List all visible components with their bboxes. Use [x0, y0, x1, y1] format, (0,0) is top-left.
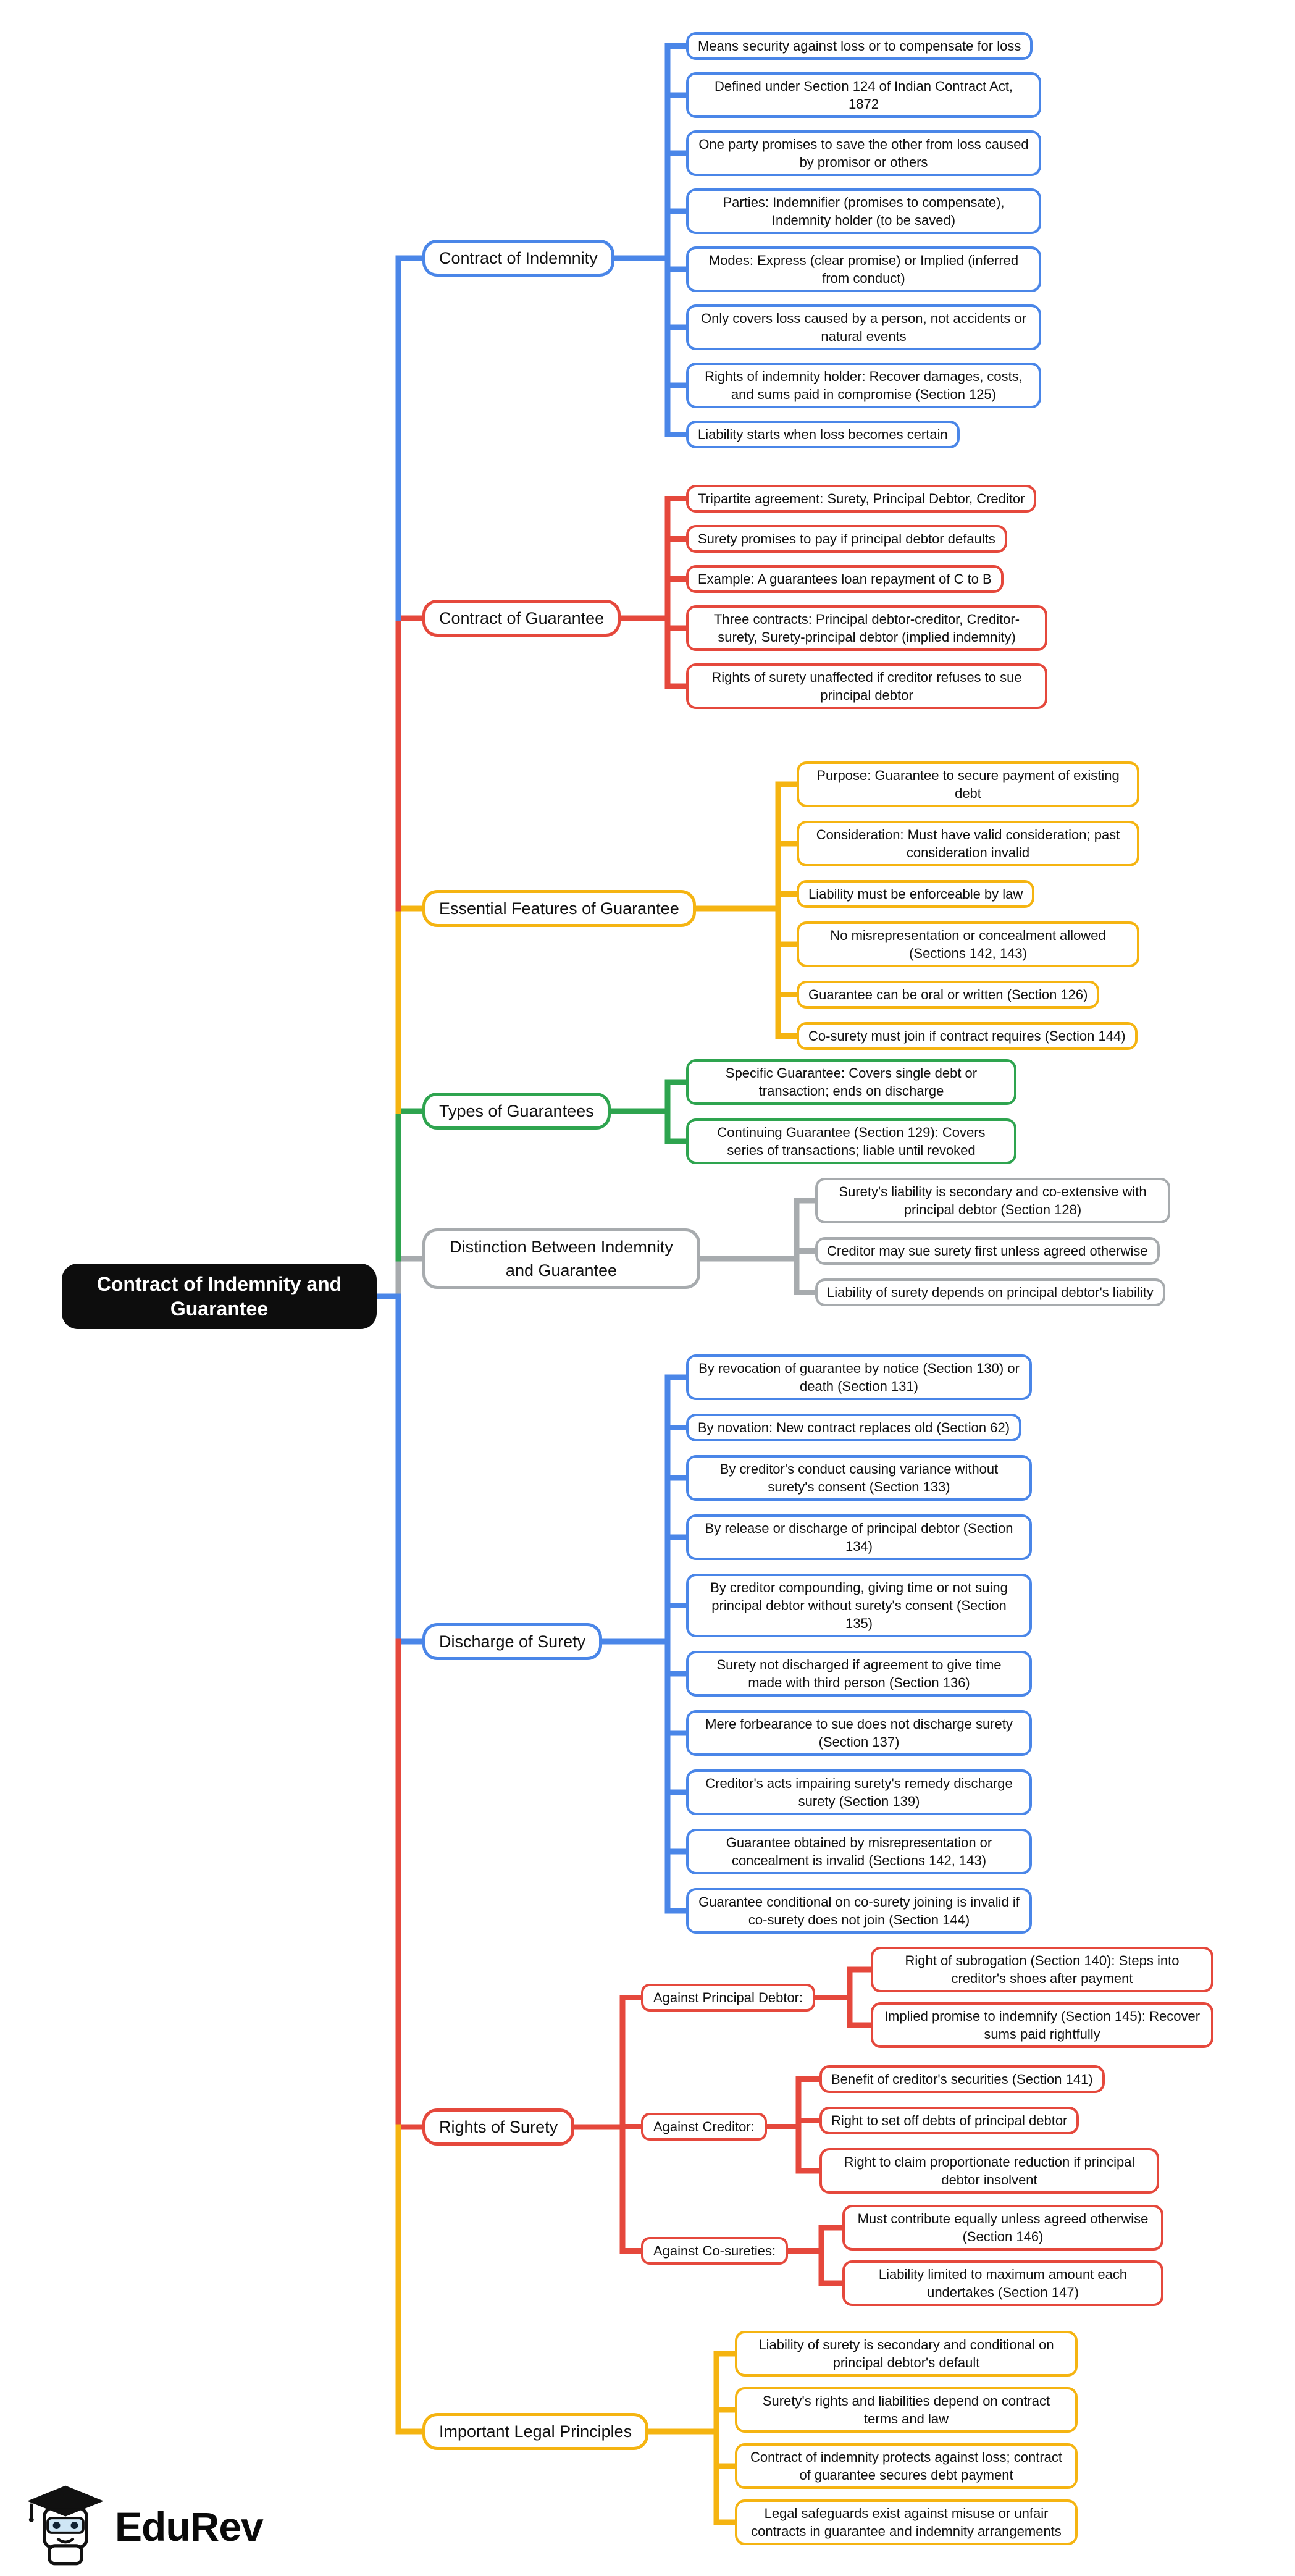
leaf-node: Rights of indemnity holder: Recover damages, costs, and sums paid in compromise (Section 125) [686, 363, 1041, 408]
branch-label-distinction: Distinction Between Indemnity and Guarantee [422, 1228, 700, 1289]
leaf-node: Contract of indemnity protects against loss; contract of guarantee secures debt payment [735, 2443, 1078, 2489]
leaf-column [815, 1178, 1170, 1306]
leaf-node: Legal safeguards exist against misuse or unfair contracts in guarantee and indemnity arrangements [735, 2499, 1078, 2545]
leaf-node: Benefit of creditor's securities (Section 141) [819, 2065, 1105, 2093]
leaf-node: Means security against loss or to compensate for loss [686, 32, 1033, 60]
group-label-against-principal-debtor: Against Principal Debtor: [641, 1984, 815, 2012]
leaf-column [871, 1947, 1213, 2048]
leaf-node: Right to set off debts of principal debtor [819, 2107, 1079, 2134]
edurev-logo [25, 2484, 263, 2569]
leaf-node: Liability starts when loss becomes certain [686, 421, 960, 448]
leaf-node: Example: A guarantees loan repayment of C to B [686, 565, 1004, 593]
branch-label-important-legal-principles: Important Legal Principles [422, 2413, 648, 2450]
leaf-node: By release or discharge of principal debtor (Section 134) [686, 1514, 1032, 1560]
edurev-mascot-icon [25, 2484, 106, 2569]
leaf-node: Surety's rights and liabilities depend on contract terms and law [735, 2387, 1078, 2433]
leaf-node: Tripartite agreement: Surety, Principal Debtor, Creditor [686, 485, 1036, 513]
leaf-column [842, 2205, 1163, 2306]
leaf-node: Three contracts: Principal debtor-creditor, Creditor-surety, Surety-principal debtor (implied indemnity) [686, 605, 1047, 651]
root-node: Contract of Indemnity and Guarantee [62, 1264, 377, 1329]
leaf-node: Right of subrogation (Section 140): Steps into creditor's shoes after payment [871, 1947, 1213, 1992]
leaf-node: Liability must be enforceable by law [797, 880, 1034, 908]
leaf-node: Liability of surety depends on principal debtor's liability [815, 1278, 1165, 1306]
leaf-node: By novation: New contract replaces old (Section 62) [686, 1414, 1021, 1441]
leaf-node: One party promises to save the other from loss caused by promisor or others [686, 130, 1041, 176]
leaf-node: Rights of surety unaffected if creditor refuses to sue principal debtor [686, 663, 1047, 709]
group-label-against-co-sureties: Against Co-sureties: [641, 2237, 788, 2265]
leaf-node: Modes: Express (clear promise) or Implied (inferred from conduct) [686, 246, 1041, 292]
leaf-column [797, 761, 1139, 1050]
leaf-node: Guarantee obtained by misrepresentation or concealment is invalid (Sections 142, 143) [686, 1829, 1032, 1874]
leaf-node: Creditor may sue surety first unless agreed otherwise [815, 1237, 1160, 1265]
leaf-column [735, 2331, 1078, 2545]
leaf-node: Only covers loss caused by a person, not accidents or natural events [686, 304, 1041, 350]
leaf-column [686, 32, 1041, 448]
branch-label-discharge-of-surety: Discharge of Surety [422, 1623, 602, 1660]
leaf-node: Parties: Indemnifier (promises to compensate), Indemnity holder (to be saved) [686, 188, 1041, 234]
leaf-column [686, 1354, 1032, 1934]
leaf-node: Implied promise to indemnify (Section 145): Recover sums paid rightfully [871, 2002, 1213, 2048]
leaf-node: Must contribute equally unless agreed otherwise (Section 146) [842, 2205, 1163, 2251]
group-label-against-creditor: Against Creditor: [641, 2113, 767, 2141]
branch-label-contract-of-guarantee: Contract of Guarantee [422, 600, 621, 637]
branch-label-contract-of-indemnity: Contract of Indemnity [422, 240, 614, 277]
leaf-node: Surety's liability is secondary and co-extensive with principal debtor (Section 128) [815, 1178, 1170, 1223]
leaf-node: Purpose: Guarantee to secure payment of existing debt [797, 761, 1139, 807]
leaf-node: Co-surety must join if contract requires (Section 144) [797, 1022, 1138, 1050]
leaf-node: Defined under Section 124 of Indian Contract Act, 1872 [686, 72, 1041, 118]
leaf-node: By revocation of guarantee by notice (Section 130) or death (Section 131) [686, 1354, 1032, 1400]
leaf-node: Surety promises to pay if principal debtor defaults [686, 525, 1007, 553]
leaf-node: By creditor's conduct causing variance without surety's consent (Section 133) [686, 1455, 1032, 1501]
leaf-node: By creditor compounding, giving time or not suing principal debtor without surety's consent (Section 135) [686, 1574, 1032, 1637]
leaf-node: Consideration: Must have valid consideration; past consideration invalid [797, 821, 1139, 866]
leaf-node: Liability limited to maximum amount each undertakes (Section 147) [842, 2260, 1163, 2306]
leaf-node: Continuing Guarantee (Section 129): Covers series of transactions; liable until revoked [686, 1118, 1016, 1164]
leaf-node: Right to claim proportionate reduction if principal debtor insolvent [819, 2148, 1159, 2194]
branch-label-types-of-guarantees: Types of Guarantees [422, 1093, 611, 1130]
leaf-node: Creditor's acts impairing surety's remedy discharge surety (Section 139) [686, 1769, 1032, 1815]
leaf-node: No misrepresentation or concealment allowed (Sections 142, 143) [797, 921, 1139, 967]
leaf-column [686, 485, 1047, 709]
leaf-node: Guarantee conditional on co-surety joining is invalid if co-surety does not join (Section 144) [686, 1888, 1032, 1934]
leaf-node: Mere forbearance to sue does not discharge surety (Section 137) [686, 1710, 1032, 1756]
leaf-node: Surety not discharged if agreement to give time made with third person (Section 136) [686, 1651, 1032, 1697]
leaf-node: Liability of surety is secondary and conditional on principal debtor's default [735, 2331, 1078, 2377]
leaf-column [819, 2065, 1159, 2194]
branch-label-essential-features: Essential Features of Guarantee [422, 890, 696, 927]
leaf-node: Specific Guarantee: Covers single debt or transaction; ends on discharge [686, 1059, 1016, 1105]
leaf-column [686, 1059, 1016, 1164]
leaf-node: Guarantee can be oral or written (Section 126) [797, 981, 1099, 1009]
edurev-brand-text: EduRev [115, 2504, 263, 2549]
branch-label-rights-of-surety: Rights of Surety [422, 2108, 574, 2146]
